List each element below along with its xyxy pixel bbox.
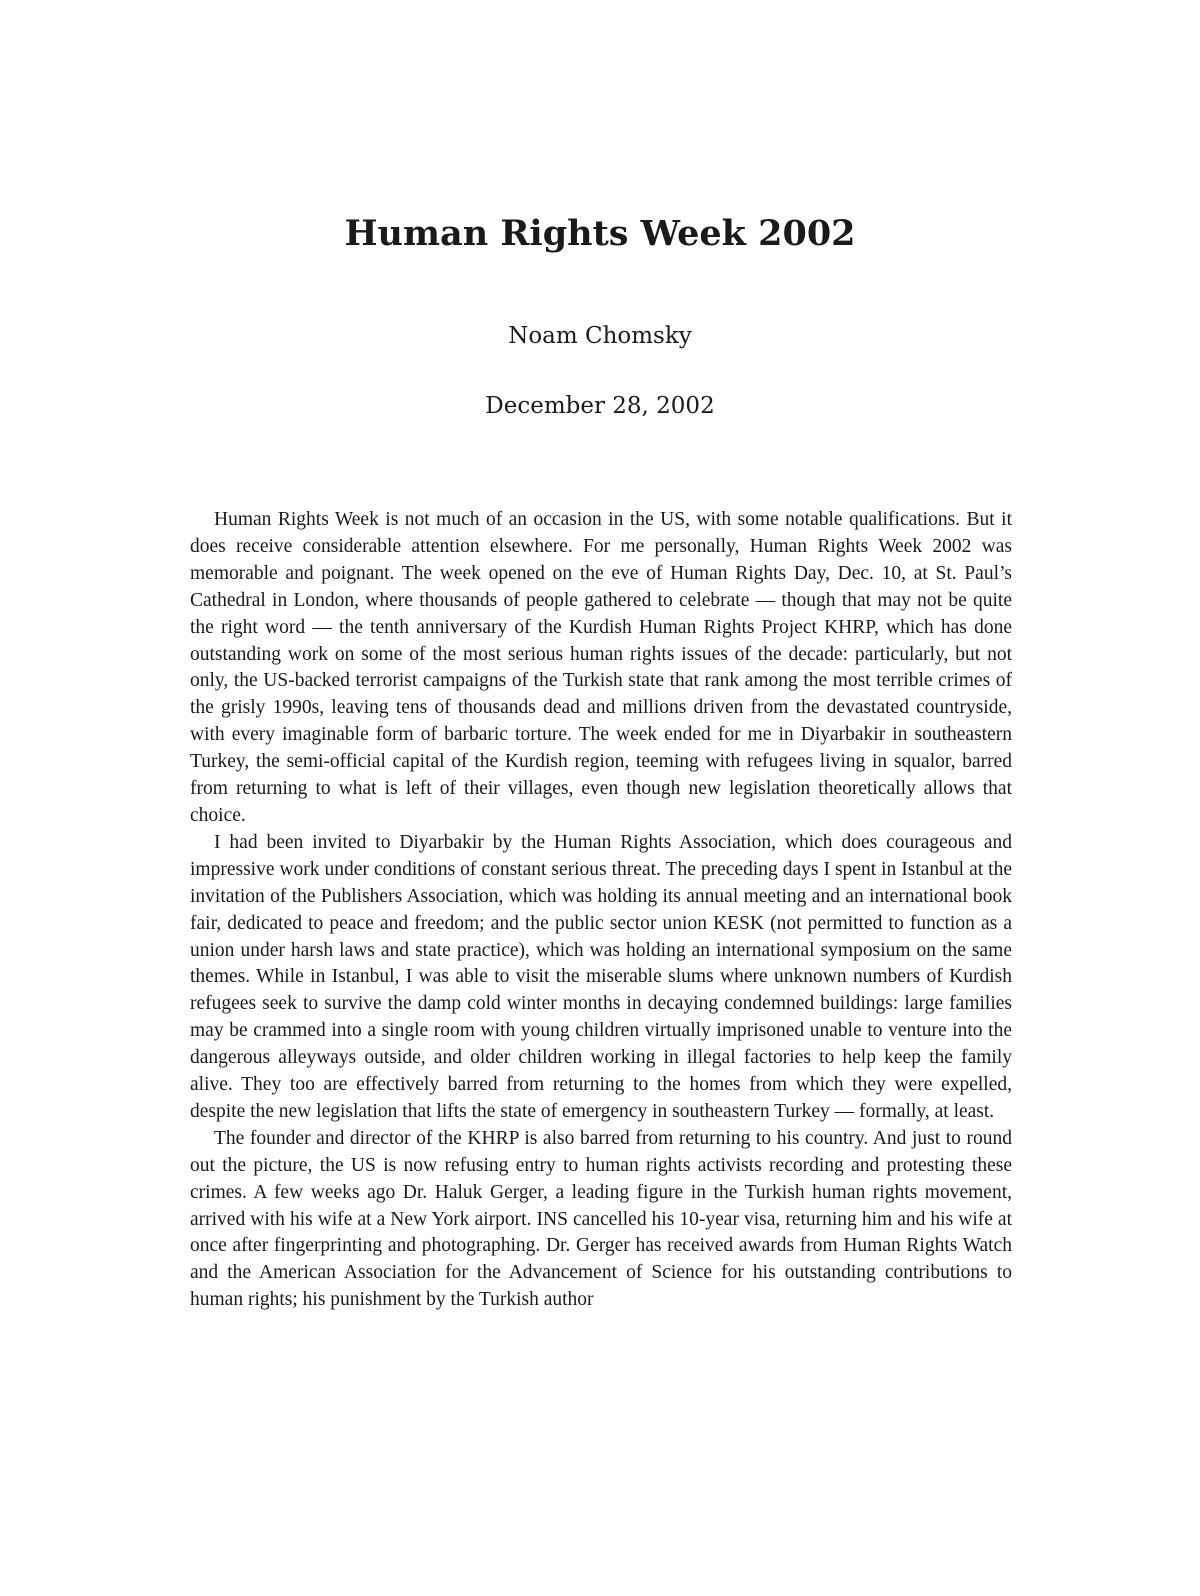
body-paragraph: I had been invited to Diyarbakir by the Human Rights Association, which does courageous and impressive work under conditions of constant serious threat. The preceding days I spent in Istanbul at the invitation of the Publishers Association, which was holding its annual meeting and an international book fair, dedicated to peace and freedom; and the public sector union KESK (not permitted to function as a union under harsh laws and state practice), which was holding an international symposium on the same themes. While in Istanbul, I was able to visit the miserable slums where unknown numbers of Kurdish refugees seek to survive the damp cold winter months in decaying condemned buildings: large families may be crammed into a single room with young children virtually imprisoned unable to venture into the dangerous alleyways outside, and older children working in illegal factories to help keep the family alive. They too are effectively barred from returning to the homes from which they were expelled, despite the new legislation that lifts the state of emergency in southeastern Turkey — formally, at least.	[190, 831, 1012, 1122]
body-paragraph: The founder and director of the KHRP is also barred from returning to his country. And just to round out the picture, the US is now refusing entry to human rights activists recording and protesting these crimes. A few weeks ago Dr. Haluk Gerger, a leading figure in the Turkish human rights movement, arrived with his wife at a New York airport. INS cancelled his 10-year visa, returning him and his wife at once after fingerprinting and photographing. Dr. Gerger has received awards from Human Rights Watch and the American Association for the Advancement of Science for his outstanding contributions to human rights; his punishment by the Turkish author	[190, 1127, 1012, 1311]
document-body	[190, 507, 1012, 1314]
document-date: December 28, 2002	[485, 393, 715, 419]
body-paragraph: Human Rights Week is not much of an occasion in the US, with some notable qualifications. But it does receive considerable attention elsewhere. For me personally, Human Rights Week 2002 was memorable and poignant. The week opened on the eve of Human Rights Day, Dec. 10, at St. Paul’s Cathedral in London, where thousands of people gathered to celebrate — though that may not be quite the right word — the tenth anniversary of the Kurdish Human Rights Project KHRP, which has done outstanding work on some of the most serious human rights issues of the decade: particularly, but not only, the US-backed terrorist campaigns of the Turkish state that rank among the most terrible crimes of the grisly 1990s, leaving tens of thousands dead and millions driven from the devastated countryside, with every imaginable form of barbaric torture. The week ended for me in Diyarbakir in southeastern Turkey, the semi-official capital of the Kurdish region, teeming with refugees living in squalor, barred from returning to what is left of their villages, even though new legislation theoretically allows that choice.	[190, 509, 1012, 826]
document-author: Noam Chomsky	[508, 323, 692, 349]
document-title: Human Rights Week 2002	[344, 213, 856, 254]
